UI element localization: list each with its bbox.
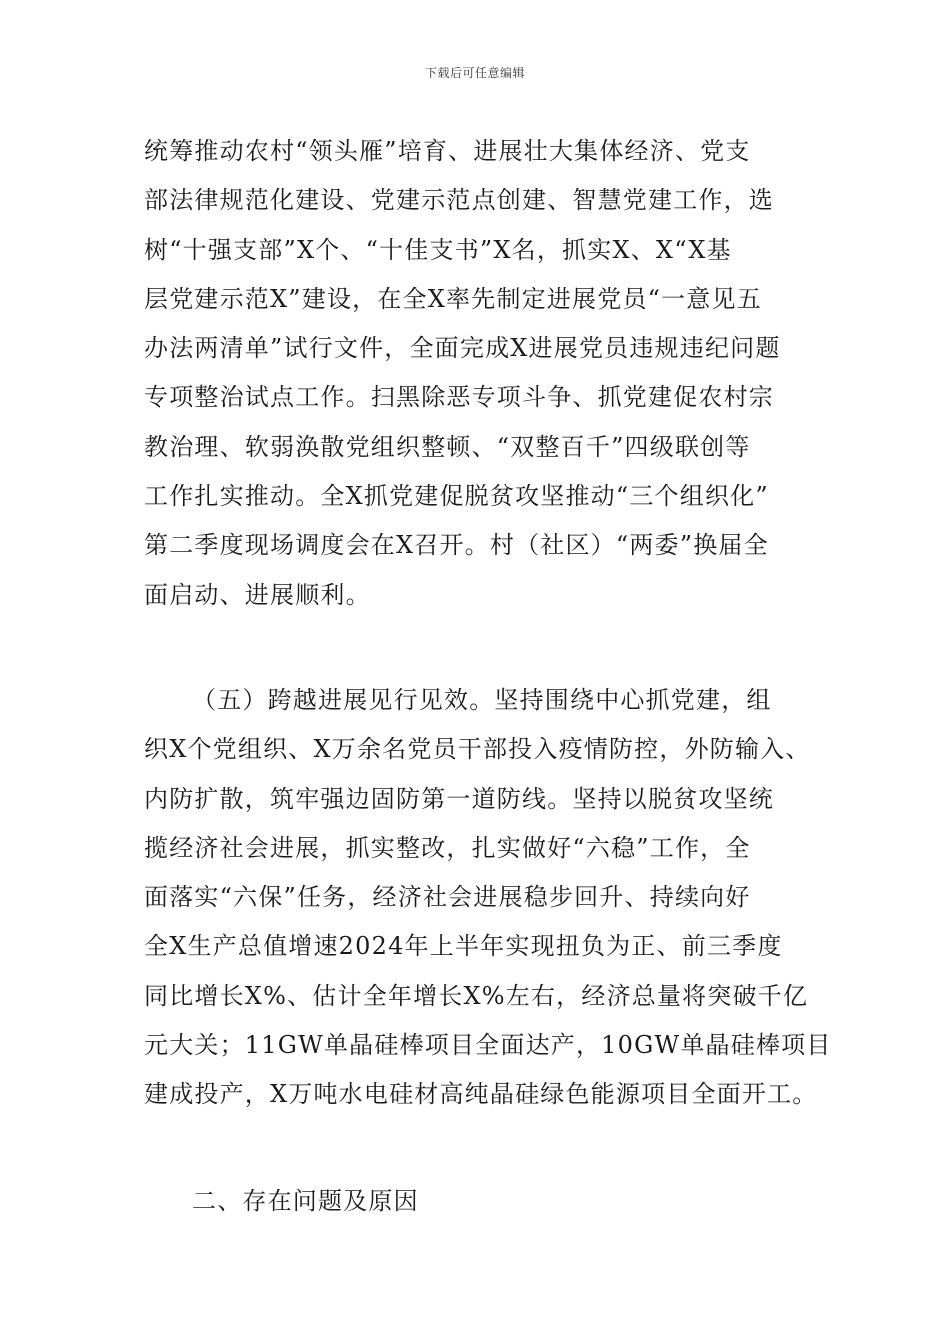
text-line: 工作扎实推动。全X抓党建促脱贫攻坚推动“三个组织化” [144, 482, 769, 511]
text-line: （五）跨越进展见行见效。坚持围绕中心抓党建，组 [192, 685, 772, 714]
text-line: 面落实“六保”任务，经济社会进展稳步回升、持续向好 [144, 883, 751, 912]
page-header-note: 下载后可任意编辑 [424, 66, 525, 80]
text-line: 树“十强支部”X个、“十佳支书”X名，抓实X、X“X基 [144, 235, 732, 264]
document-body [144, 127, 832, 1226]
text-line: 层党建示范X”建设，在全X率先制定进展党员“一意见五 [144, 284, 762, 313]
section-heading-text: 二、存在问题及原因 [192, 1186, 419, 1215]
text-line: 全X生产总值增速2024年上半年实现扭负为正、前三季度 [144, 932, 783, 961]
text-line: 统筹推动农村“领头雁”培育、进展壮大集体经济、党支 [144, 137, 751, 165]
text-line: 内防扩散，筑牢强边固防第一道防线。坚持以脱贫攻坚统 [144, 784, 774, 813]
text-line: 第二季度现场调度会在X召开。村（社区）“两委”换届全 [144, 531, 769, 560]
paragraph-1 [144, 127, 816, 620]
text-line: 专项整治试点工作。扫黑除恶专项斗争、抓党建促农村宗 [144, 383, 774, 412]
paragraph-2 [144, 676, 832, 1120]
text-line: 办法两清单”试行文件，全面完成X进展党员违规违纪问题 [144, 334, 781, 363]
paragraph-spacer [144, 620, 816, 676]
text-line: 面启动、进展顺利。 [144, 580, 371, 609]
text-line: 元大关；11GW单晶硅棒项目全面达产，10GW单晶硅棒项目 [144, 1031, 832, 1060]
text-line: 建成投产，X万吨水电硅材高纯晶硅绿色能源项目全面开工。 [144, 1080, 818, 1109]
text-line: 部法律规范化建设、党建示范点创建、智慧党建工作，选 [144, 186, 774, 215]
paragraph-spacer [144, 1120, 816, 1177]
text-line: 同比增长X%、估计全年增长X%左右，经济总量将突破千亿 [144, 981, 809, 1010]
text-line: 织X个党组织、X万余名党员干部投入疫情防控，外防输入、 [144, 735, 811, 764]
section-heading [144, 1177, 816, 1226]
text-line: 揽经济社会进展，抓实整改，扎实做好“六稳”工作，全 [144, 833, 751, 862]
text-line: 教治理、软弱涣散党组织整顿、“双整百千”四级联创等 [144, 432, 751, 461]
